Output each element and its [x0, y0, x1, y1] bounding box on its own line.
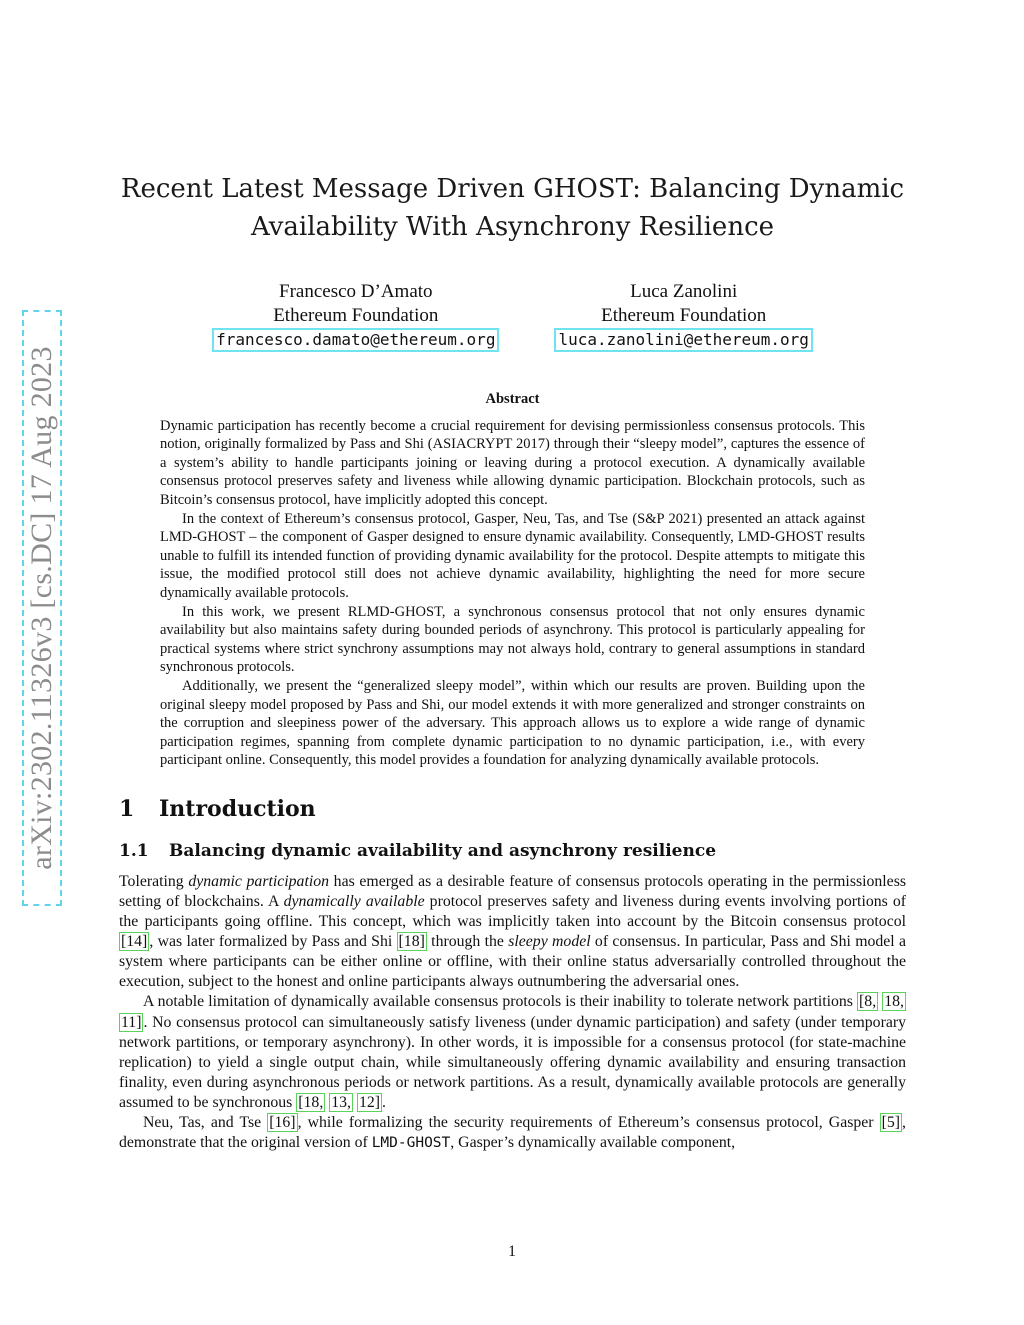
citation-link[interactable]: 11] — [121, 1013, 142, 1031]
body-paragraph-1 — [119, 872, 906, 993]
text-run: . — [382, 1093, 386, 1111]
citation-link[interactable]: [14] — [121, 933, 148, 951]
citation-link[interactable]: [18, — [298, 1093, 324, 1111]
text-run: Tolerating — [119, 872, 189, 890]
author-1 — [212, 280, 499, 352]
citation-link[interactable]: [16] — [269, 1114, 296, 1131]
citation-link[interactable]: [5] — [881, 1114, 901, 1131]
body-paragraph-3 — [119, 1113, 906, 1153]
citation-link[interactable]: [18] — [398, 933, 425, 951]
text-run: . No consensus protocol can simultaneously satisfy liveness (under dynamic participation) and safety (under temporary network partitions, or temporary asynchrony). In other words, it is impossible for a consensus protocol (for state-machine replication) to yield a single output chain, while simultaneously offering dynamic availability and ensuring transaction finality, even during asynchronous periods or network partitions. As a result, dynamically available protocols are generally assumed to be synchronous — [119, 1013, 906, 1111]
text-run: , Gasper’s dynamically available component, — [450, 1134, 736, 1152]
section-heading — [119, 794, 906, 824]
author-name: Francesco D’Amato — [279, 281, 433, 302]
page-number: 1 — [508, 1243, 516, 1260]
paper-page — [119, 170, 906, 1153]
text-run: , demonstrate that the original version of — [119, 1114, 906, 1152]
text-run: of consensus. In particular, Pass and Shi model a system where participants can be either online or offline, with their online status adversarially controlled throughout the execution, subject to the honest and online participants always outnumbering the adversarial ones. — [119, 933, 906, 991]
author-affiliation: Ethereum Foundation — [601, 305, 767, 326]
author-affiliation: Ethereum Foundation — [273, 305, 439, 326]
citation-link[interactable]: [8, — [859, 993, 877, 1011]
code-term: LMD-GHOST — [371, 1135, 451, 1152]
subsection-heading — [119, 838, 906, 864]
subsection-number: 1.1 — [119, 840, 149, 861]
abstract — [160, 390, 865, 770]
citation-link[interactable]: 12] — [358, 1093, 380, 1111]
abstract-paragraph: In the context of Ethereum’s consensus protocol, Gasper, Neu, Tas, and Tse (S&P 2021) presented an attack against LMD-GHOST – the component of Gasper designed to ensure dynamic availability. Consequently, LMD-GHOST results unable to fulfill its intended function of providing dynamic availability for the protocol. Despite attempts to mitigate this issue, the modified protocol still does not achieve dynamic availability, highlighting the need for more secure dynamically available protocols. — [160, 510, 865, 601]
subsection-title: Balancing dynamic availability and asynchrony resilience — [169, 840, 717, 861]
text-run: protocol preserves safety and liveness during events involving portions of the participants going offline. This concept, which was implicitly taken into account by the Bitcoin consensus protocol — [119, 892, 906, 931]
text-run: has emerged as a desirable feature of consensus protocols operating in the permissionless setting of blockchains. A — [119, 872, 906, 910]
emphasis: sleepy model — [508, 933, 591, 951]
body-text — [119, 872, 906, 1153]
body-paragraph-2 — [119, 992, 906, 1113]
arxiv-identifier[interactable]: arXiv:2302.11326v3 [cs.DC] 17 Aug 2023 — [25, 346, 58, 870]
author-email-link[interactable]: francesco.damato@ethereum.org — [212, 328, 499, 352]
paper-title — [119, 170, 906, 246]
author-email-link[interactable]: luca.zanolini@ethereum.org — [554, 328, 812, 352]
text-run: , was later formalized by Pass and Shi — [149, 933, 397, 951]
title-line-2: Availability With Asynchrony Resilience — [250, 212, 775, 242]
citation-link[interactable]: 18, — [884, 993, 904, 1011]
abstract-paragraph: Additionally, we present the “generalized sleepy model”, within which our results are proven. Building upon the original sleepy model proposed by Pass and Shi, our model extends it with more generalized and stronger constraints on the corruption and sleepiness power of the adversary. This approach allows us to explore a wide range of dynamic participation regimes, spanning from complete dynamic participation to no dynamic participation, i.e., with every participant online. Consequently, this model provides a foundation for analyzing dynamically available protocols. — [160, 677, 865, 769]
abstract-heading: Abstract — [485, 391, 540, 407]
author-name: Luca Zanolini — [630, 281, 738, 302]
emphasis: dynamically available — [283, 892, 425, 910]
abstract-paragraph: In this work, we present RLMD-GHOST, a synchronous consensus protocol that not only ensures dynamic availability but also maintains safety during bounded periods of asynchrony. This protocol is particularly appealing for practical systems where strict synchrony assumptions may not always hold, contrary to general assumptions in standard synchronous protocols. — [160, 603, 865, 676]
title-line-1: Recent Latest Message Driven GHOST: Balancing Dynamic — [120, 174, 905, 204]
abstract-paragraph: Dynamic participation has recently become a crucial requirement for devising permissionless consensus protocols. This notion, originally formalized by Pass and Shi (ASIACRYPT 2017) through their “sleepy model”, captures the essence of a system’s ability to handle participants joining or leaving during a protocol execution. A dynamically available consensus protocol preserves safety and liveness while allowing dynamic participation. Blockchain protocols, such as Bitcoin’s consensus protocol, have implicitly adopted this concept. — [160, 417, 865, 508]
citation-link[interactable]: 13, — [331, 1093, 351, 1111]
emphasis: dynamic participation — [188, 872, 330, 890]
text-run: through the — [426, 933, 509, 951]
text-run: A notable limitation of dynamically available consensus protocols is their inability to tolerate network partitions — [143, 993, 858, 1011]
text-run: , while formalizing the security requirements of Ethereum’s consensus protocol, Gasper — [297, 1114, 880, 1131]
author-block — [119, 280, 906, 352]
section-number: 1 — [119, 795, 135, 822]
section-title: Introduction — [159, 795, 316, 822]
author-2 — [554, 280, 812, 352]
text-run: Neu, Tas, and Tse — [143, 1114, 268, 1131]
